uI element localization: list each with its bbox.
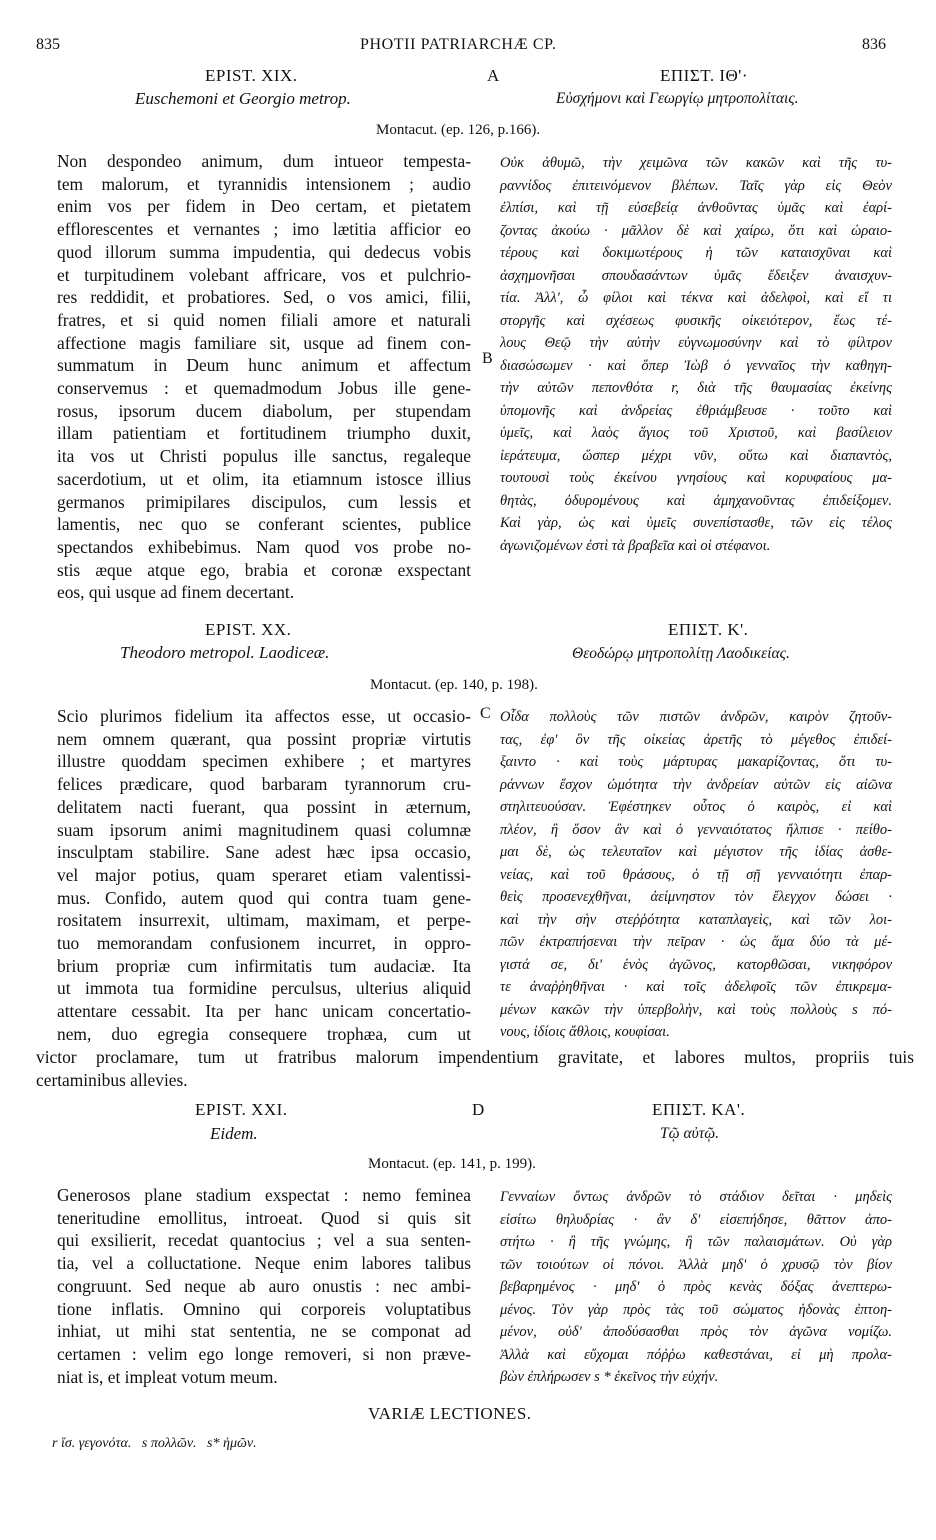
text-line: ράννων ἔσχον ὠμότητα τὴν ἀνδρείαν αὐτῶν εἰς αἰῶνα	[500, 776, 892, 793]
text-line: τὴν αὐτῶν πεπονθότα r, διὰ τῆς θαυμασίας ἐκείνης	[500, 380, 892, 396]
text-line: tuo memorandam confusionem incurret, in oppro-	[57, 933, 471, 954]
text-line: εἰσίτω θηλυδρίας · ἂν δ' εἰσεπήδησε, θᾶττον ἀπο-	[500, 1211, 892, 1228]
section-marker-d: D	[472, 1100, 485, 1119]
epist21-latin-text	[57, 1184, 471, 1388]
text-line: insculptam stabilire. Sane adest hæc ipsa occasio,	[57, 842, 471, 863]
text-line: eos, qui usque ad finem decertant.	[57, 582, 295, 603]
text-line: ita vos ut Christi populus ille sanctus, regaleque	[57, 446, 471, 467]
text-line: rosus, ipsorum ducem diabolum, per stupendam	[57, 400, 471, 421]
text-line: Καὶ γὰρ, ὡς καὶ ὑμεῖς συνεπίστασθε, τῶν εἰς τέλος	[500, 515, 892, 531]
text-line: στοργῆς καὶ σχέσεως φυσικῆς οἰκειότερον, ἕως τέ-	[500, 312, 892, 329]
text-line: ὑπομονῆς καὶ ἀνδρείας ἐθριάμβευσε · τοῦτο καὶ	[500, 402, 892, 419]
text-line: τέρους καὶ δοκιμωτέρους ἡ τῶν καταισχῦναι καὶ	[500, 245, 892, 261]
running-title: PHOTII PATRIARCHÆ CP.	[360, 36, 557, 53]
text-line: germanos primipilares discipulos, cum lessis et	[57, 491, 471, 512]
text-line: efflorescentes et vernantes ; imo lætitia afficior eo	[57, 219, 471, 240]
text-line: θεὶς προσενεχθῆναι, ἀείμνηστον τὸν ἔλεγχον δώσει ·	[500, 889, 892, 905]
text-line: suam ipsorum animi magnitudinem quasi columnæ	[57, 819, 471, 840]
text-line: tia, vel a colluctatione. Neque enim labores talibus	[57, 1253, 471, 1274]
epist19-source: Montacut. (ep. 126, p.166).	[376, 122, 541, 138]
epist21-source: Montacut. (ep. 141, p. 199).	[368, 1156, 536, 1172]
epist20-source: Montacut. (ep. 140, p. 198).	[370, 677, 538, 693]
text-line: inhiat, ut mihi stat sententia, ne se componat ad	[57, 1321, 471, 1342]
epist20-latin-subtitle: Theodoro metropol. Laodiceæ.	[120, 643, 330, 662]
epist19-latin-title: EPIST. XIX.	[205, 66, 298, 85]
text-line: ξαιντο · καὶ τοὺς μάρτυρας μακαρίζοντας, ὅτι τυ-	[500, 754, 892, 770]
text-line: tem malorum, et tyrannidis intensionem ; audio	[57, 173, 471, 194]
epist20-greek-text	[500, 706, 892, 1044]
text-line: ἀσχημονῆσαι σπουδασάντων ὑμᾶς ἔδειξεν ἀναισχυν-	[500, 267, 892, 284]
text-line: qui exsilierit, recedat quantocius ; vel a sua senten-	[57, 1230, 471, 1251]
text-line: lamentis, nec quo se conferant scientes, publice	[57, 514, 471, 535]
epist21-greek-title: ΕΠΙΣΤ. ΚΑ'.	[652, 1100, 746, 1119]
text-line: Γενναίων ὄντως ἀνδρῶν τὸ στάδιον δεῖται · μηδεὶς	[500, 1189, 892, 1205]
text-line: μαι δὲ, ὡς τελευταῖον καὶ μέγιστον τῆς ἰδίας ἀσθε-	[500, 844, 892, 860]
text-line: τε ἀναῤῥηθῆναι · καὶ τοῖς ἀδελφοῖς τῶν ἐπικρεμα-	[500, 979, 892, 995]
text-line: nem, duo egregia consequere trophæa, cum ut	[57, 1023, 471, 1044]
epist20-latin-title: EPIST. XX.	[205, 620, 292, 639]
epist19-latin-text	[57, 150, 471, 604]
epist21-latin-title: EPIST. XXI.	[195, 1100, 288, 1119]
text-line: ἱεράτευμα, ὥσπερ μέχρι νῦν, οὕτω καὶ διαπαντὸς,	[500, 447, 892, 464]
text-line: ὑμεῖς, καὶ λαὸς ἅγιος τοῦ Χριστοῦ, καὶ βασίλειον	[500, 425, 892, 441]
variae-lectiones-notes: r ἴσ. γεγονότα. s πολλῶν. s* ἡμῶν.	[52, 1436, 257, 1451]
text-line: μένος. Τὸν γὰρ πρὸς τὰς τοῦ σώματος ἡδονὰς ἐπτοη-	[500, 1301, 892, 1318]
epist19-greek-subtitle: Εὐσχήμονι καὶ Γεωργίῳ μητροπολίταις.	[556, 90, 799, 107]
text-line: Οὐκ ἀθυμῶ, τὴν χειμῶνα τῶν κακῶν καὶ τῆς τυ-	[500, 155, 892, 171]
text-line: congruunt. Sed neque ab auro onustis : nec ambi-	[57, 1275, 471, 1296]
epist19-greek-text	[500, 152, 892, 557]
text-line: διασώσωμεν · καὶ ὅπερ Ἰὼβ ὁ γενναῖος τὴν καθηγη-	[500, 357, 892, 374]
text-line: brium propriæ cum infirmitatis tum audaciæ. Ita	[57, 955, 471, 976]
text-line: ἐλπίσι, καὶ τῇ εὐσεβείᾳ ἀνθοῦντας ὑμᾶς καὶ ἐαρί-	[500, 200, 892, 216]
text-line: victor proclamare, tum ut fratribus malorum impendentium gravitate, et labores multos, propriis tuis	[36, 1047, 914, 1067]
text-line: certaminibus allevies.	[36, 1069, 188, 1090]
text-line: res reddidit, et probatiores. Sed, o vos amici, filii,	[57, 287, 471, 308]
text-line: καὶ τὴν σὴν στεῤῥότητα καταπλαγεὶς, καὶ τῶν λοι-	[500, 911, 892, 928]
epist20-greek-title: ΕΠΙΣΤ. Κ'.	[668, 620, 749, 639]
text-line: certamen : velim ego longe removeri, si non præve-	[57, 1343, 471, 1364]
text-line: στηλιτευούσαν. Ἐφέστηκεν οὗτος ὁ καιρὸς, εἰ καὶ	[500, 799, 892, 815]
text-line: πλέον, ἢ ὅσον ἂν καὶ ὁ γενναιότατος ἤλπισε · πείθο-	[500, 821, 892, 838]
text-line: γιστά σε, δι' ἑνὸς ἀγῶνος, κατορθῶσαι, νικηφόρον	[500, 956, 892, 973]
variae-lectiones-heading: VARIÆ LECTIONES.	[368, 1404, 532, 1423]
text-line: rositatem insurrexit, ultimam, maximam, et perpe-	[57, 910, 471, 931]
text-line: stis æque atque ego, brabia et coronæ exspectant	[57, 559, 471, 580]
section-marker-a: A	[487, 66, 500, 85]
text-line: λους Θεῷ τὴν αὐτὴν εὐγνωμοσύνην καὶ τὸ φίλτρον	[500, 335, 892, 351]
text-line: attentare cessabit. Ita per hanc unicam concertatio-	[57, 1001, 471, 1022]
text-line: sacerdotium, ut et olim, ita etiamnum istosce illius	[57, 468, 471, 489]
text-line: τας, ἐφ' ὃν τῆς οἰκείας ἀρετῆς τὸ μέγεθος ἐπιδεί-	[500, 731, 892, 748]
text-line: μένων κακῶν τὴν ὑπερβολὴν, καὶ τοὺς πολλοὺς s πό-	[500, 1001, 892, 1018]
epist20-greek-subtitle: Θεοδώρῳ μητροπολίτῃ Λαοδικείας.	[572, 645, 790, 662]
text-line: θητὰς, ὀδυρομένους καὶ ἀμηχανοῦντας ἐπιδείξομεν.	[500, 492, 892, 509]
text-line: μένον, οὐδ' ἀποδύσασθαι πρὸς τὸν ἀγῶνα νομίζω.	[500, 1324, 892, 1340]
text-line: spectandos exhibebimus. Nam quod vos probe no-	[57, 536, 471, 557]
epist19-greek-title: ΕΠΙΣΤ. ΙΘ'·	[660, 66, 749, 85]
section-marker-b: B	[482, 350, 493, 367]
epist20-full-width-text	[36, 1046, 914, 1091]
text-line: τουτουσὶ τοὺς ἐκείνου γνησίους καὶ κορυφαίους μα-	[500, 470, 892, 486]
section-marker-c: C	[480, 705, 491, 722]
text-line: βὼν ἐπλήρωσεν s * ἐκεῖνος τὴν εὐχήν.	[500, 1369, 719, 1385]
epist19-latin-subtitle: Euschemoni et Georgio metrop.	[135, 89, 351, 108]
text-line: teneritudine emollitus, introeat. Quod si quis sit	[57, 1207, 471, 1228]
text-line: felices prædicare, quod barbaram tyrannorum cru-	[57, 774, 471, 795]
text-line: ἀγωνιζομένων ἐστὶ τὰ βραβεῖα καὶ οἱ στέφανοι.	[500, 537, 771, 554]
text-line: τία. Ἀλλ', ὦ φίλοι καὶ τέκνα καὶ ἀδελφοὶ, καὶ εἴ τι	[500, 290, 892, 306]
text-line: νους, ἰδίοις ἄθλοις, κουφίσαι.	[500, 1024, 670, 1040]
text-line: Οἶδα πολλοὺς τῶν πιστῶν ἀνδρῶν, καιρὸν ζητοῦν-	[500, 709, 892, 725]
epist20-latin-text	[57, 705, 471, 1046]
text-line: illam patientiam et fortitudinem triumpho duxit,	[57, 423, 471, 444]
text-line: Generosos plane stadium exspectat : nemo feminea	[57, 1185, 471, 1205]
text-line: νείας, καὶ τοῦ θράσους, ὁ τῇ σῇ γενναιότητι ἐπαρ-	[500, 866, 892, 883]
text-line: enim vos per fidem in Deo certam, et pietatem	[57, 196, 471, 217]
epist21-latin-subtitle: Eidem.	[210, 1124, 258, 1143]
text-line: affectione magis familiare sit, usque ad finem con-	[57, 332, 471, 353]
text-line: βεβαρημένος · μηδ' ὁ πρὸς κενὰς δόξας ἀνεπτερω-	[500, 1279, 892, 1295]
text-line: illustre quoddam specimen exhibere ; et martyres	[57, 751, 471, 772]
text-line: ut immota tua formidine perculsus, ulterius aliquid	[57, 978, 471, 999]
text-line: πῶν ἐκτραπήσεναι τὴν πεῖραν · ὡς ἅμα δύο τὰ μέ-	[500, 934, 892, 950]
text-line: ραννίδος ἐπιτεινόμενον βλέπων. Ταῖς γὰρ εἰς Θεὸν	[500, 177, 892, 194]
text-line: στήτω · ἢ τῆς γνώμης, ἢ τῶν παλαισμάτων. Οὐ γὰρ	[500, 1234, 892, 1250]
text-line: Scio plurimos fidelium ita affectos esse, ut occasio-	[57, 706, 471, 726]
text-line: tione inflatis. Omnino qui corporeis voluptatibus	[57, 1298, 471, 1319]
text-line: quod illorum summa impudentia, qui dedecus vobis	[57, 241, 471, 262]
text-line: fratres, et si quid nomen filiali amore et naturali	[57, 309, 471, 330]
text-line: nem omnem quærant, qua possint propriæ virtutis	[57, 728, 471, 749]
text-line: Non despondeo animum, dum intueor tempesta-	[57, 151, 471, 171]
epist21-greek-text	[500, 1186, 892, 1389]
text-line: et turpitudinem volebant affricare, vos et pulchrio-	[57, 264, 471, 285]
text-line: Ἀλλὰ καὶ εὔχομαι πόῤῥω καθεστάναι, εἰ μὴ προλα-	[500, 1346, 892, 1363]
text-line: τῶν τοιούτων οἱ πόνοι. Ἀλλὰ μηδ' ὁ χρυσῷ τὸν βίον	[500, 1256, 892, 1273]
text-line: conservemus : et quemadmodum Jobus ille gene-	[57, 378, 471, 399]
text-line: ζοντας ἀκούω · μᾶλλον δὲ καὶ χαίρω, ὅτι καὶ ὡραιο-	[500, 222, 892, 239]
page-number-right: 836	[862, 36, 886, 53]
page-number-left: 835	[36, 36, 60, 53]
text-line: delitatem nacti fuerant, qua possint in æternum,	[57, 796, 471, 817]
text-line: niat is, et impleat votum meum.	[57, 1366, 278, 1387]
text-line: vel major potius, quam speraret etiam valentissi-	[57, 864, 471, 885]
text-line: summatum in Deum hunc animum et affectum	[57, 355, 471, 376]
text-line: mus. Confido, autem quod qui contra tuam gene-	[57, 887, 471, 908]
epist21-greek-subtitle: Τῷ αὐτῷ.	[660, 1125, 720, 1142]
